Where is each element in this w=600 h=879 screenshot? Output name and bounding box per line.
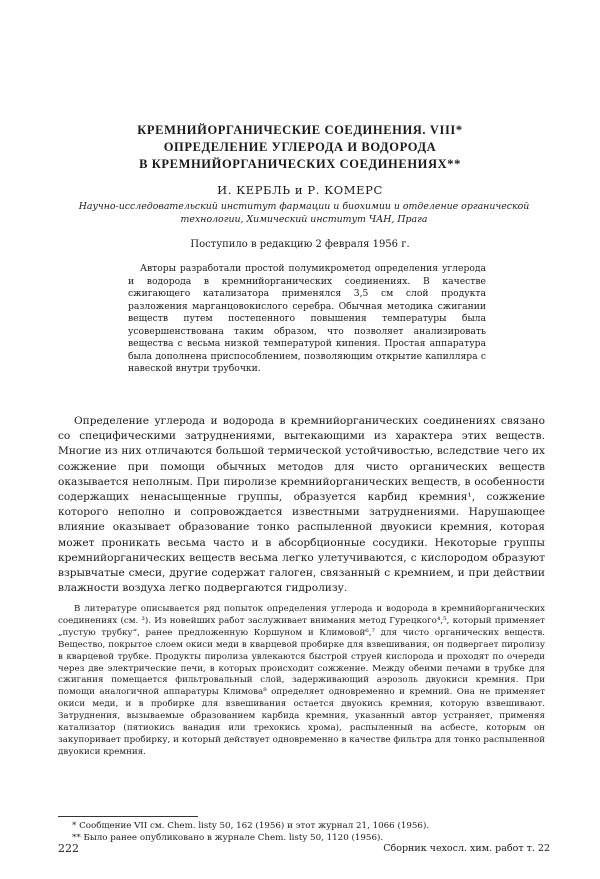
footnote-1: * Сообщение VII см. Chem. listy 50, 162 (1956) и этот журнал 21, 1066 (1956).	[72, 821, 430, 831]
footnotes	[72, 820, 542, 844]
affiliation: Научно-исследовательский институт фармации и биохимии и отделение органической технологии, Химический институт ЧАН, Прага	[78, 201, 530, 225]
abstract-text: Авторы разработали простой полумикрометод определения углерода и водорода в кремнийорганических соединениях. В качестве сжигающего катализатора применялся 3,5 см слой продукта разложения марганцовокислого серебра. Обычная методика сжигании веществ путем постепенного повышения температуры была усовершенствована таким образом, что позволяет анализировать вещества с весьма низкой температурой кипения. Простая аппаратура была дополнена приспособлением, позволяющим открытие капилляра с навеской внутри трубочки.	[128, 263, 486, 374]
received-date: Поступило в редакцию 2 февраля 1956 г.	[190, 239, 410, 250]
footnote-divider	[58, 816, 198, 817]
title-line-1: КРЕМНИЙОРГАНИЧЕСКИЕ СОЕДИНЕНИЯ. VIII*	[137, 123, 463, 137]
article-title	[70, 122, 530, 173]
title-line-2: ОПРЕДЕЛЕНИЕ УГЛЕРОДА И ВОДОРОДА	[163, 140, 437, 154]
abstract	[128, 263, 486, 376]
authors: И. КЕРБЛЬ и Р. КОМЕРС	[217, 183, 383, 197]
literature-paragraph: В литературе описывается ряд попыток определения углерода и водорода в кремнийорганических соединениях (см. ³). Из новейших работ заслуживает внимания метод Гурецкого⁴,⁵, который применяет „пустую трубку“, ранее предложенную Коршуном и Климовой⁶,⁷ для чисто органических веществ. Вещество, покрытое слоем окиси меди в кварцевой пробирке для взвешивания, он подвергает пиролизу в кварцевой трубке. Продукты пиролиза увлекаются быстрой струей кислорода и проходят по очереди через две электрические печи, в которых происходит сожжение. Между обеими печами в трубке для сжигания помещается фильтровальный слой, задерживающий аэрозоль двуокиси кремния. При помощи аналогичной аппаратуры Климова⁸ определяет одновременно и кремний. Она не применяет окиси меди, и в пробирке для взвешивания остается двуокись кремния, которую взвешивают. Затруднения, вызываемые образованием карбида кремния, указанный автор устраняет, применяя катализатор (пятиокись ванадия или трехокись хрома), распыленный на асбесте, которым он закупоривает пробирку, и который действует одновременно в качестве фильтра для тонко распыленной двуокиси кремния.	[58, 604, 545, 757]
body-text	[58, 414, 545, 596]
page-number: 222	[58, 842, 79, 855]
title-line-3: В КРЕМНИЙОРГАНИЧЕСКИХ СОЕДИНЕНИЯХ**	[139, 157, 461, 171]
literature-review	[58, 604, 545, 759]
footnote-2: ** Было ранее опубликовано в журнале Chem. listy 50, 1120 (1956).	[72, 833, 384, 843]
body-paragraph: Определение углерода и водорода в кремнийорганических соединениях связано со специфическими затруднениями, вытекающими из характера этих веществ. Многие из них отличаются большой термической устойчивостью, вследствие чего их сожжение при помощи обычных методов для чисто органических веществ оказывается неполным. При пиролизе кремнийорганических веществ, в особенности содержащих ненасыщенные группы, образуется карбид кремния¹, сожжение которого неполно и сопровождается известными затруднениями. Нарушающее влияние оказывает образование тонко распыленной двуокиси кремния, которая может проникать весьма часто и в абсорбционные сосудики. Некоторые группы кремнийорганических веществ весьма легко улетучиваются, с кислородом образуют взрывчатые смеси, другие содержат галоген, связанный с кремнием, и при действии влажности воздуха легко подвергаются гидролизу.	[58, 415, 545, 595]
running-head: Сборник чехосл. хим. работ т. 22	[383, 843, 550, 854]
